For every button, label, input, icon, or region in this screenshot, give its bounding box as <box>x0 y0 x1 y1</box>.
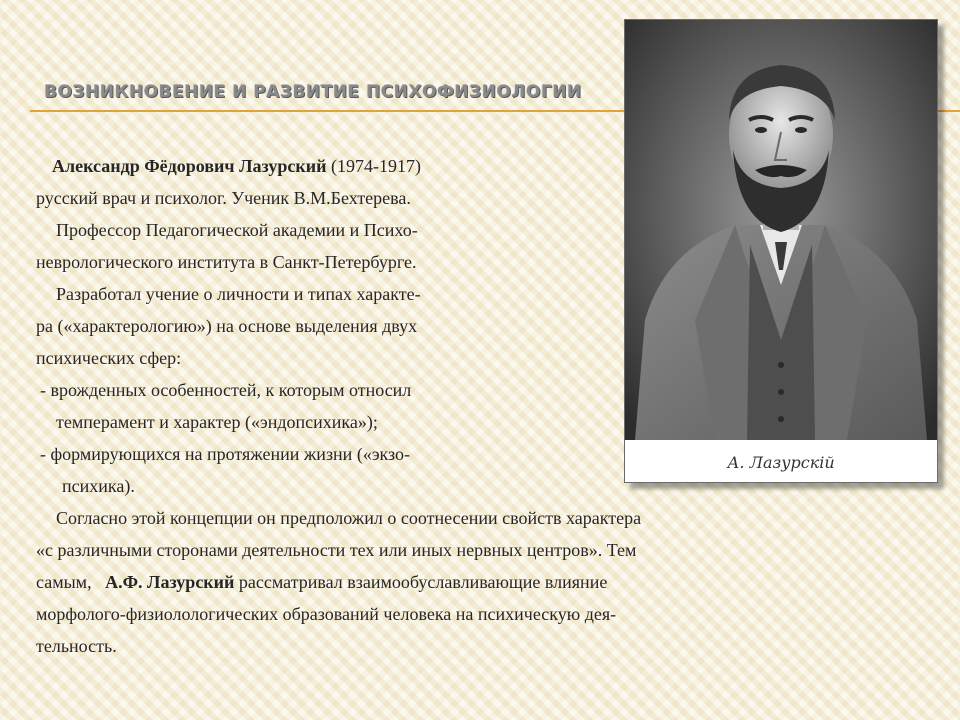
paragraph-line: «с различными сторонами деятельности тех или иных нервных центров». Тем <box>36 540 637 560</box>
person-name: Александр Фёдорович Лазурский <box>52 156 327 176</box>
paragraph-line <box>36 566 816 598</box>
paragraph-line: морфолого-физиолологических образований человека на психическую дея- <box>36 604 617 624</box>
slide-title: ВОЗНИКНОВЕНИЕ И РАЗВИТИЕ ПСИХОФИЗИОЛОГИИ <box>44 82 582 102</box>
paragraph-line: неврологического института в Санкт-Петербурге. <box>36 252 417 272</box>
signature-text: А. Лазурскій <box>727 453 835 472</box>
life-years: (1974-1917) <box>326 156 421 176</box>
paragraph-line: русский врач и психолог. Ученик В.М.Бехтерева. <box>36 188 411 208</box>
slide-body <box>36 150 816 662</box>
person-name-short: А.Ф. Лазурский <box>105 572 235 592</box>
paragraph-line: Согласно этой концепции он предположил о соотнесении свойств характера <box>56 508 642 528</box>
bullet-line: темперамент и характер («эндопсихика»); <box>56 412 378 432</box>
text-fragment: рассматривал взаимообуславливающие влияние <box>234 572 608 592</box>
paragraph-line <box>36 150 816 182</box>
paragraph-line: тельность. <box>36 636 117 656</box>
bullet-line: - формирующихся на протяжении жизни («экзо- <box>40 444 411 464</box>
paragraph-line: Профессор Педагогической академии и Психо- <box>56 220 418 240</box>
bullet-line: - врожденных особенностей, к которым относил <box>40 380 412 400</box>
paragraph-line: Разработал учение о личности и типах характе- <box>56 284 421 304</box>
bullet-line: психика). <box>62 476 135 496</box>
paragraph-line: психических сфер: <box>36 348 182 368</box>
paragraph-line: ра («характерологию») на основе выделения двух <box>36 316 418 336</box>
text-fragment: самым, <box>36 572 106 592</box>
